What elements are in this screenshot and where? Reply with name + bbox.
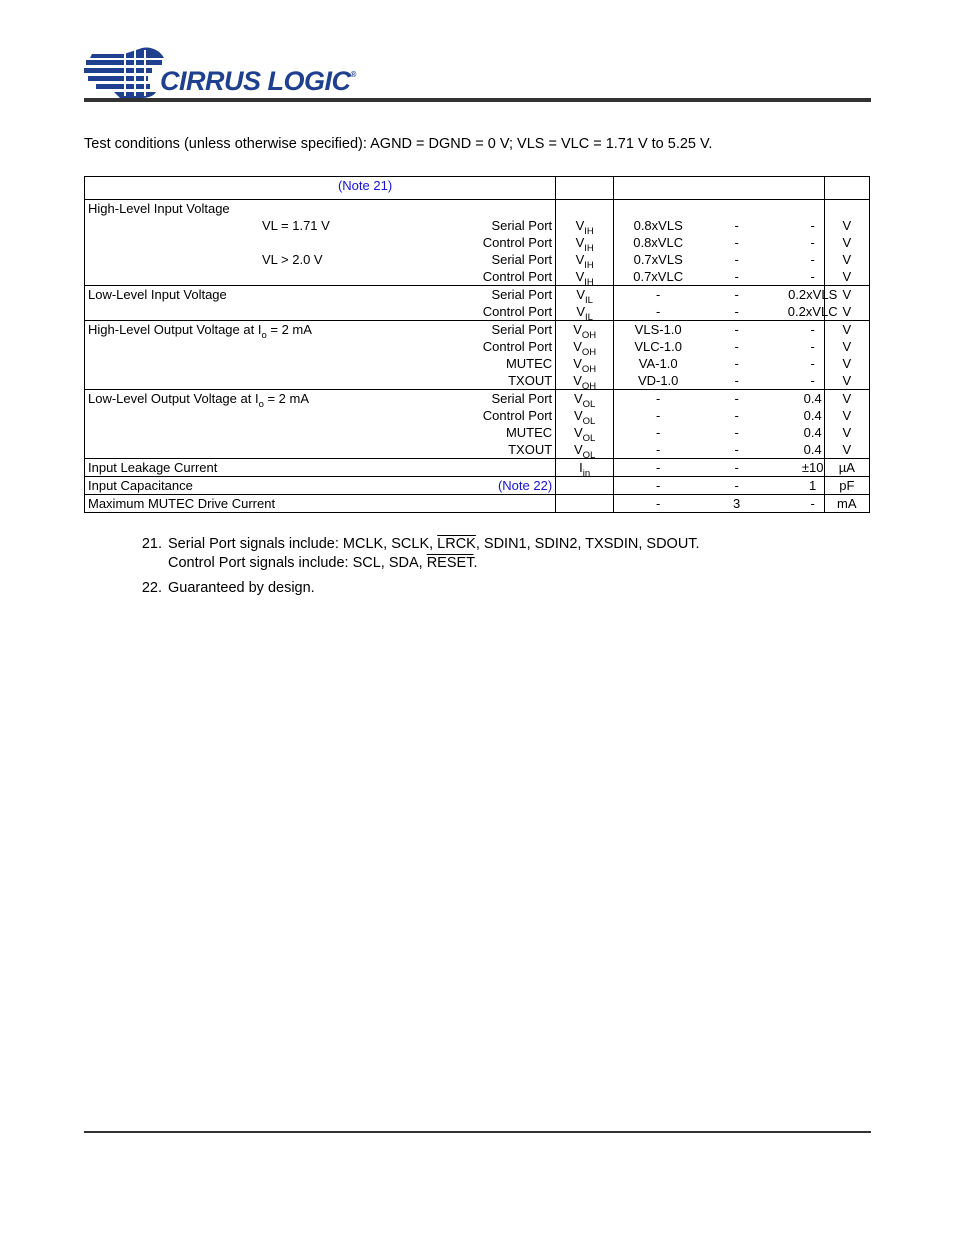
port-label: Serial Port [491,322,553,337]
port-label: Control Port [482,304,553,319]
footer-rule [84,1131,871,1133]
port-label: MUTEC [505,425,553,440]
param-label: Maximum MUTEC Drive Current [88,496,276,511]
symbol-cell: $V_{IL}$ $V_{IL}$ [556,286,614,321]
port-label: Serial Port [491,252,553,267]
values-cell: - - 1 [614,477,824,495]
values-cell: - - 0.2xVLS - - 0.2xVLC [614,286,824,321]
values-cell: 0.8xVLS - - 0.8xVLC - - 0.7xVLS - - 0.7xVLC - - [614,200,824,286]
port-label: MUTEC [505,356,553,371]
header-rule [84,98,871,102]
unit-cell: pF [824,477,869,495]
header-symbol-cell [556,177,614,200]
unit-cell: mA [824,495,869,513]
param-label: Input Leakage Current [88,460,218,475]
table-row-low-output [85,390,870,459]
values-cell: - - ±10 [614,459,824,477]
unit-cell: V V V V [824,200,869,286]
param-cell [85,390,556,459]
symbol-cell: $I_{in}$ [556,459,614,477]
table-row-high-output [85,321,870,390]
note-22-link[interactable]: (Note 22) [497,478,553,493]
port-label: Serial Port [491,391,553,406]
brand-wordmark: CIRRUS LOGIC® [160,66,356,96]
param-label: Input Capacitance [88,478,193,493]
condition-label: VL > 2.0 V [262,252,323,267]
table-row-low-input [85,286,870,321]
port-label: TXOUT [508,373,553,388]
param-cell [85,495,556,513]
table-row-input-leakage [85,459,870,477]
port-label: Serial Port [491,218,553,233]
param-label: Low-Level Output Voltage at $I_o = 2$ mA [88,391,310,410]
test-conditions: Test conditions (unless otherwise specified): AGND = DGND = 0 V; VLS = VLC = 1.71 V to 5.25 V. [84,136,713,152]
unit-cell: V V [824,286,869,321]
values-cell: VLS-1.0 - - VLC-1.0 - - VA-1.0 - - VD-1.0 - - [614,321,824,390]
port-label: Control Port [482,269,553,284]
table-row-mutec-drive [85,495,870,513]
unit-cell: V V V V [824,390,869,459]
symbol-cell: $V_{OH}$ $V_{OH}$ $V_{OH}$ $V_{OH}$ [556,321,614,390]
header-values-cell [614,177,824,200]
symbol-cell [556,477,614,495]
param-label: Low-Level Input Voltage [88,287,227,302]
param-cell [85,286,556,321]
param-label: High-Level Output Voltage at $I_o = 2$ mA [88,322,312,341]
condition-label: VL = 1.71 V [262,218,330,233]
port-label: Control Port [482,408,553,423]
param-cell [85,459,556,477]
port-label: TXOUT [508,442,553,457]
table-header-row [85,177,870,200]
values-cell: - - 0.4 - - 0.4 - - 0.4 - - 0.4 [614,390,824,459]
port-label: Control Port [482,339,553,354]
note-21-link[interactable]: (Note 21) [337,178,393,193]
table-row-high-input [85,200,870,286]
symbol-cell [556,495,614,513]
param-cell [85,200,556,286]
unit-cell: µA [824,459,869,477]
header-unit-cell [824,177,869,200]
param-cell [85,477,556,495]
header-param-cell [85,177,556,200]
table-row-input-capacitance [85,477,870,495]
unit-cell: V V V V [824,321,869,390]
port-label: Control Port [482,235,553,250]
port-label: Serial Port [491,287,553,302]
param-label: High-Level Input Voltage [88,201,230,216]
dc-characteristics-table [84,176,870,513]
values-cell: - 3 - [614,495,824,513]
param-cell [85,321,556,390]
symbol-cell: $V_{IH}$ $V_{IH}$ $V_{IH}$ $V_{IH}$ [556,200,614,286]
symbol-cell: $V_{OL}$ $V_{OL}$ $V_{OL}$ $V_{OL}$ [556,390,614,459]
